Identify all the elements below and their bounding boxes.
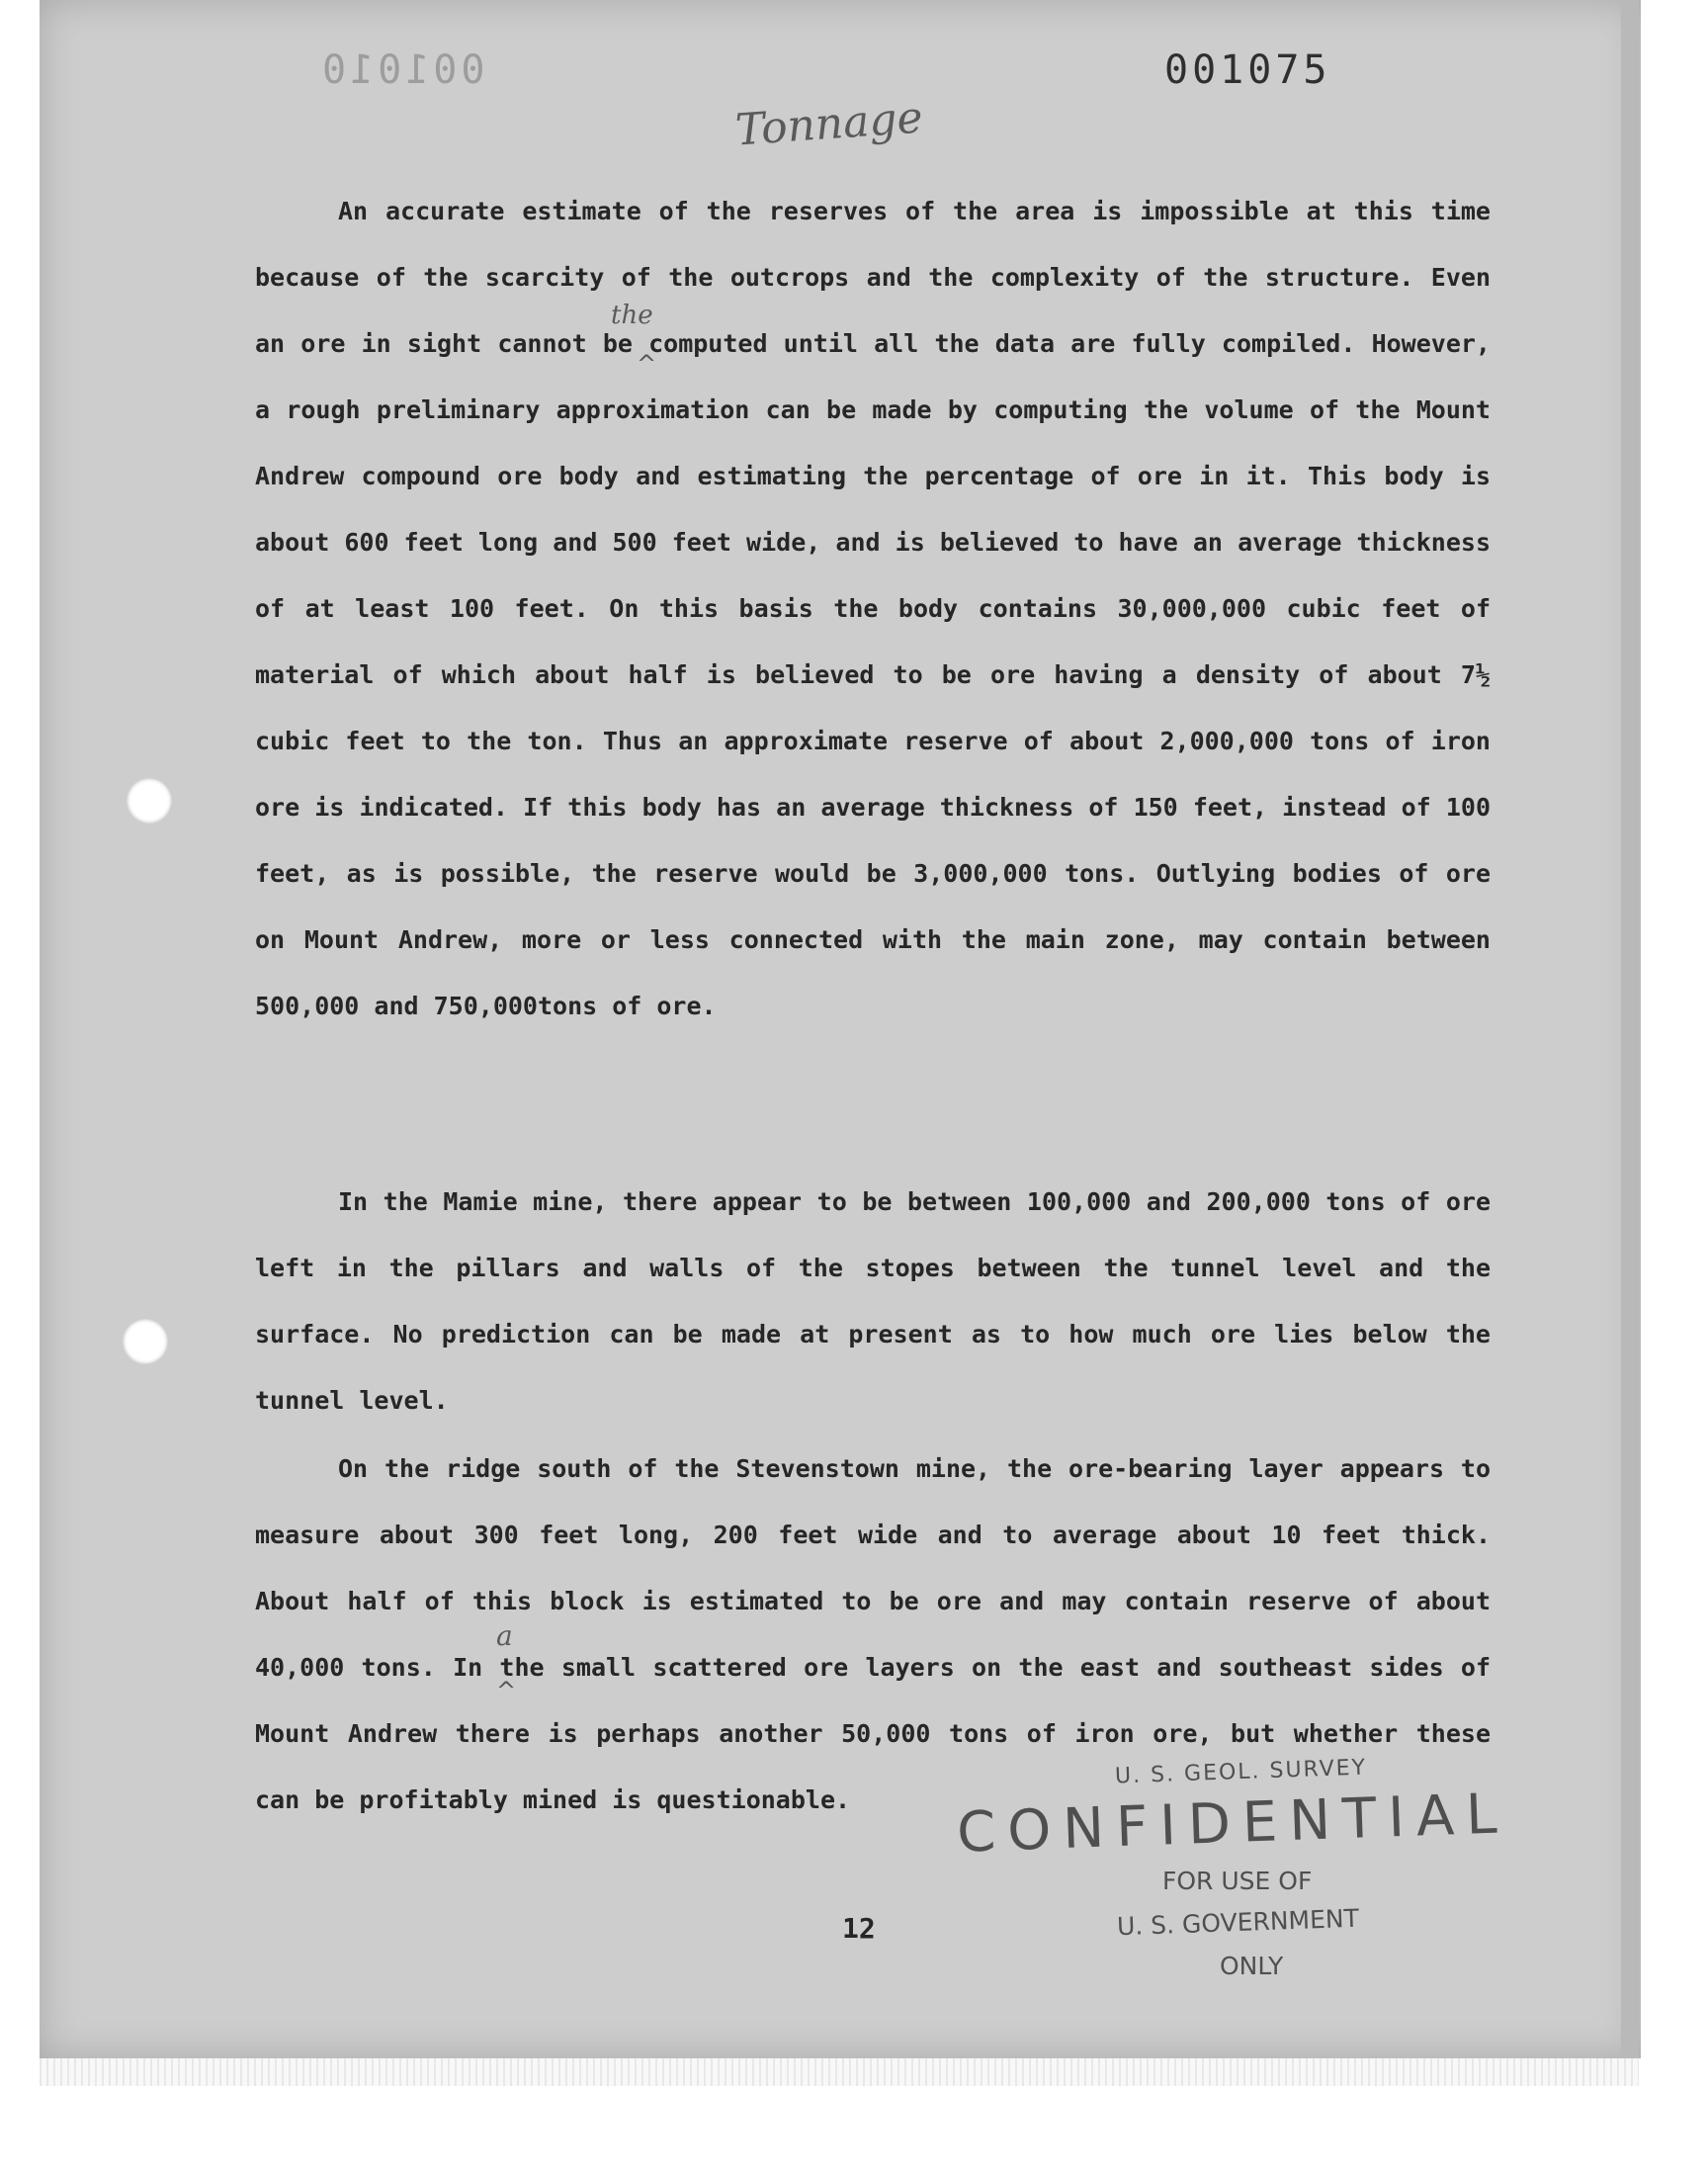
handwritten-title: Tonnage (733, 92, 925, 156)
punch-hole (127, 778, 172, 824)
paragraph-mamie-mine: In the Mamie mine, there appear to be between 100,000 and 200,000 tons of ore left in the pillars and walls of the stopes between the tunnel level and the surface. No prediction can be made at present as to how much ore lies below the tunnel level. (255, 1187, 1491, 1415)
insertion-caret: ^ (637, 350, 657, 378)
scan-artifact-strip (40, 2058, 1639, 2086)
faded-document-number: 001010 (318, 47, 485, 93)
stamp-agency: U. S. GEOL. SURVEY (1114, 1755, 1368, 1789)
handwritten-insert-the: the (611, 301, 653, 330)
stamp-confidential: CONFIDENTIAL (956, 1782, 1510, 1866)
stamp-line-1: FOR USE OF (1162, 1867, 1313, 1895)
handwritten-insert-a: a (496, 1619, 513, 1652)
stamp-line-3: ONLY (1220, 1952, 1284, 1980)
punch-hole (123, 1319, 168, 1364)
page-edge (1621, 0, 1639, 2058)
stamp-line-2: U. S. GOVERNMENT (1116, 1903, 1360, 1942)
insertion-caret: ^ (496, 1677, 517, 1704)
page-number: 12 (842, 1912, 876, 1945)
document-number: 001075 (1164, 47, 1331, 93)
paragraph-stevenstown-ridge: On the ridge south of the Stevenstown mine, the ore-bearing layer appears to measure about 300 feet long, 200 feet wide and to average about 10 feet thick. About half of this block is estimated to be ore and may contain reserve of about 40,000 tons. In the small scattered ore layers on the east and southeast sides of Mount Andrew there is perhaps another 50,000 tons of iron ore, but whether these can be profitably mined is questionable. (255, 1454, 1491, 1814)
paragraph-reserves-estimate: An accurate estimate of the reserves of the area is impossible at this time because of the scarcity of the outcrops and the complexity of the structure. Even an ore in sight cannot be computed until all the data are fully compiled. However, a rough preliminary approximation can be made by computing the volume of the Mount Andrew compound ore body and estimating the percentage of ore in it. This body is about 600 feet long and 500 feet wide, and is believed to have an average thickness of at least 100 feet. On this basis the body contains 30,000,000 cubic feet of material of which about half is believed to be ore having a density of about 7½ cubic feet to the ton. Thus an approximate reserve of about 2,000,000 tons of iron ore is indicated. If this body has an average thickness of 150 feet, instead of 100 feet, as is possible, the reserve would be 3,000,000 tons. Outlying bodies of ore on Mount Andrew, more or less connected with the main zone, may contain between 500,000 and 750,000tons of ore. (255, 197, 1491, 1020)
